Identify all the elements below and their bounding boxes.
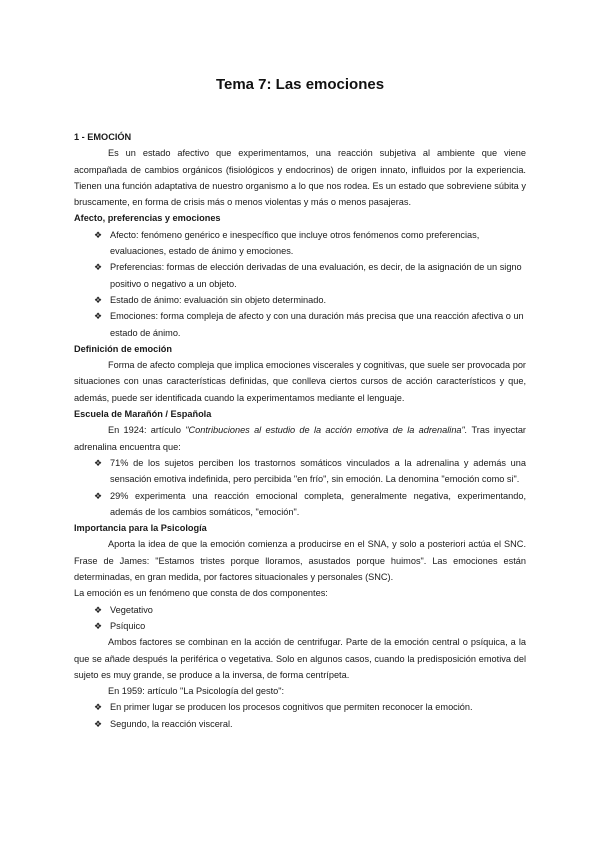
bullet-icon: ❖ [94, 718, 103, 729]
bullet-icon: ❖ [94, 702, 103, 713]
maranon-paragraph: En 1924: artículo "Contribuciones al estudio de la acción emotiva de la adrenalina". Tras inyectar adrenalina encuentra que: [74, 425, 526, 452]
article-title: "Contribuciones al estudio de la acción emotiva de la adrenalina". [185, 425, 468, 436]
list-item: ❖ En primer lugar se producen los procesos cognitivos que permiten reconocer la emoción. [74, 699, 526, 715]
bullet-icon: ❖ [94, 604, 103, 615]
bullet-icon: ❖ [94, 311, 103, 322]
page-title: Tema 7: Las emociones [215, 76, 385, 93]
bullet-icon: ❖ [94, 620, 103, 631]
document-body [74, 129, 526, 732]
bullet-icon: ❖ [94, 229, 103, 240]
section-heading: 1 - EMOCIÓN [74, 132, 132, 142]
list-item: ❖ 71% de los sujetos perciben los trastornos somáticos vinculados a la adrenalina y además una sensación emotiva indefinida, pero percibida "en frío", sin emoción. La denomina "emoción como si". [74, 455, 526, 488]
bullet-icon: ❖ [94, 262, 103, 273]
factors-paragraph: Ambos factores se combinan en la acción de centrifugar. Parte de la emoción central o psíquica, a la que se añade después la periférica o vegetativa. Solo en algunos casos, cuando la predisposición emotiva del sujeto es muy grande, se produce a la inversa, de forma centrípeta. [74, 637, 526, 680]
components-intro: La emoción es un fenómeno que consta de dos componentes: [74, 588, 328, 599]
list-item: ❖ Afecto: fenómeno genérico e inespecífico que incluye otros fenómenos como preferencias, evaluaciones, estado de ánimo y emociones. [74, 227, 526, 260]
list-item: ❖ Emociones: forma compleja de afecto y con una duración más precisa que una reacción afectiva o un estado de ánimo. [74, 308, 526, 341]
importancia-paragraph: Aporta la idea de que la emoción comienza a producirse en el SNA, y solo a posteriori actúa el SNC. Frase de James: "Estamos tristes porque lloramos, asustados porque huimos". Las emociones están determinadas, en gran medida, por factores situacionales y personales (SNC). [74, 539, 526, 583]
list-item: ❖ Preferencias: formas de elección derivadas de una evaluación, es decir, de la asignación de un signo positivo o negativo a un objeto. [74, 259, 526, 292]
list-item: ❖ Psíquico [74, 618, 526, 634]
list-item: ❖ Segundo, la reacción visceral. [74, 716, 526, 732]
importancia-heading: Importancia para la Psicología [74, 523, 207, 534]
list-item: ❖ 29% experimenta una reacción emocional completa, generalmente negativa, experimentando, además de los cambios somáticos, "emoción". [74, 488, 526, 521]
intro-paragraph: Es un estado afectivo que experimentamos, una reacción subjetiva al ambiente que viene acompañada de cambios orgánicos (fisiológicos y endocrinos) de origen innato, influidos por la experiencia. Tienen una función adaptativa de nuestro organismo a lo que nos rodea. Es un estado que sobreviene súbita y bruscamente, en forma de crisis más o menos violentas y más o menos pasajeras. [74, 148, 526, 208]
bullet-icon: ❖ [94, 294, 103, 305]
definicion-paragraph: Forma de afecto compleja que implica emociones viscerales y cognitivas, que suele ser provocada por situaciones con unas características definidas, que conlleva ciertos cursos de acción característicos y que, además, puede ser identificada cuando la experimentamos mediante el lenguaje. [74, 360, 526, 403]
definicion-heading: Definición de emoción [74, 343, 173, 354]
bullet-icon: ❖ [94, 457, 103, 468]
list-item: ❖ Estado de ánimo: evaluación sin objeto determinado. [74, 292, 526, 308]
list-item: ❖ Vegetativo [74, 602, 526, 618]
bullet-icon: ❖ [94, 490, 103, 501]
maranon-heading: Escuela de Marañón / Española [74, 409, 212, 420]
afecto-heading: Afecto, preferencias y emociones [74, 213, 221, 224]
article-1959: En 1959: artículo "La Psicología del gesto": [108, 686, 285, 697]
